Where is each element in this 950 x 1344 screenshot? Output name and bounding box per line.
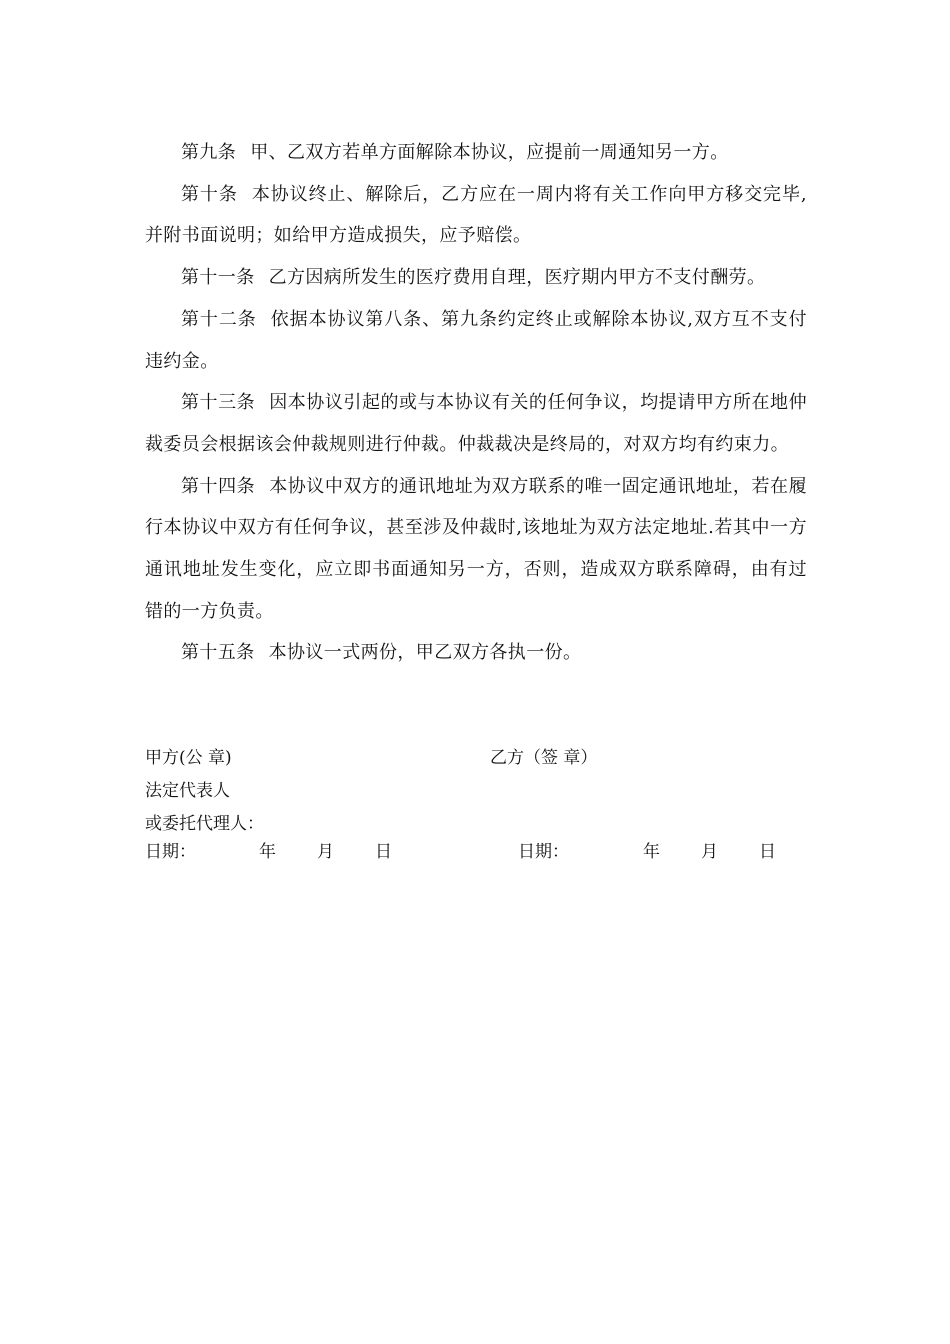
article-10 [145, 174, 807, 257]
article-number: 第十四条 [181, 475, 256, 497]
agent-row [145, 808, 807, 841]
article-text: 依据本协议第八条、第九条约定终止或解除本协议,双方互不支付违约金。 [145, 308, 807, 372]
party-row [145, 742, 807, 775]
article-text: 本协议一式两份，甲乙双方各执一份。 [268, 642, 582, 664]
article-list [145, 132, 807, 674]
agent-label: 或委托代理人： [145, 814, 264, 834]
year-label: 年 [643, 842, 660, 862]
day-label: 日 [759, 842, 776, 862]
article-15 [145, 632, 807, 674]
day-label: 日 [375, 842, 392, 862]
article-11 [145, 257, 807, 299]
article-9 [145, 132, 807, 174]
article-number: 第十五条 [181, 642, 255, 664]
article-text: 本协议终止、解除后，乙方应在一周内将有关工作向甲方移交完毕,并附书面说明；如给甲方造成损失，应予赔偿。 [145, 183, 808, 247]
article-text: 甲、乙双方若单方面解除本协议，应提前一周通知另一方。 [250, 142, 729, 163]
article-text: 本协议中双方的通讯地址为双方联系的唯一固定通讯地址，若在履行本协议中双方有任何争议，甚至涉及仲裁时,该地址为双方法定地址.若其中一方通讯地址发生变化，应立即书面通知另一方，否则，造成双方联系障碍，由有过错的一方负责。 [145, 475, 807, 622]
party-b-label: 乙方（签 章） [490, 748, 598, 768]
year-label: 年 [259, 842, 276, 862]
date-label: 日期： [145, 842, 196, 862]
article-number: 第九条 [181, 142, 237, 163]
article-number: 第十三条 [181, 392, 256, 414]
party-a-label: 甲方(公 章) [145, 748, 232, 768]
date-label: 日期： [518, 842, 569, 862]
month-label: 月 [701, 842, 718, 862]
article-text: 因本协议引起的或与本协议有关的任何争议，均提请甲方所在地仲裁委员会根据该会仲裁规则进行仲裁。仲裁裁决是终局的，对双方均有约束力。 [145, 392, 807, 455]
legal-rep-label: 法定代表人 [145, 781, 230, 801]
legal-rep-row [145, 775, 807, 808]
article-text: 乙方因病所发生的医疗费用自理，医疗期内甲方不支付酬劳。 [268, 267, 766, 289]
article-number: 第十一条 [181, 267, 255, 289]
article-12 [145, 299, 807, 382]
article-number: 第十条 [181, 183, 238, 205]
article-14 [145, 466, 807, 633]
month-label: 月 [317, 842, 334, 862]
article-13 [145, 382, 807, 465]
signature-block [145, 742, 807, 866]
article-number: 第十二条 [181, 308, 257, 330]
date-row [145, 838, 807, 866]
